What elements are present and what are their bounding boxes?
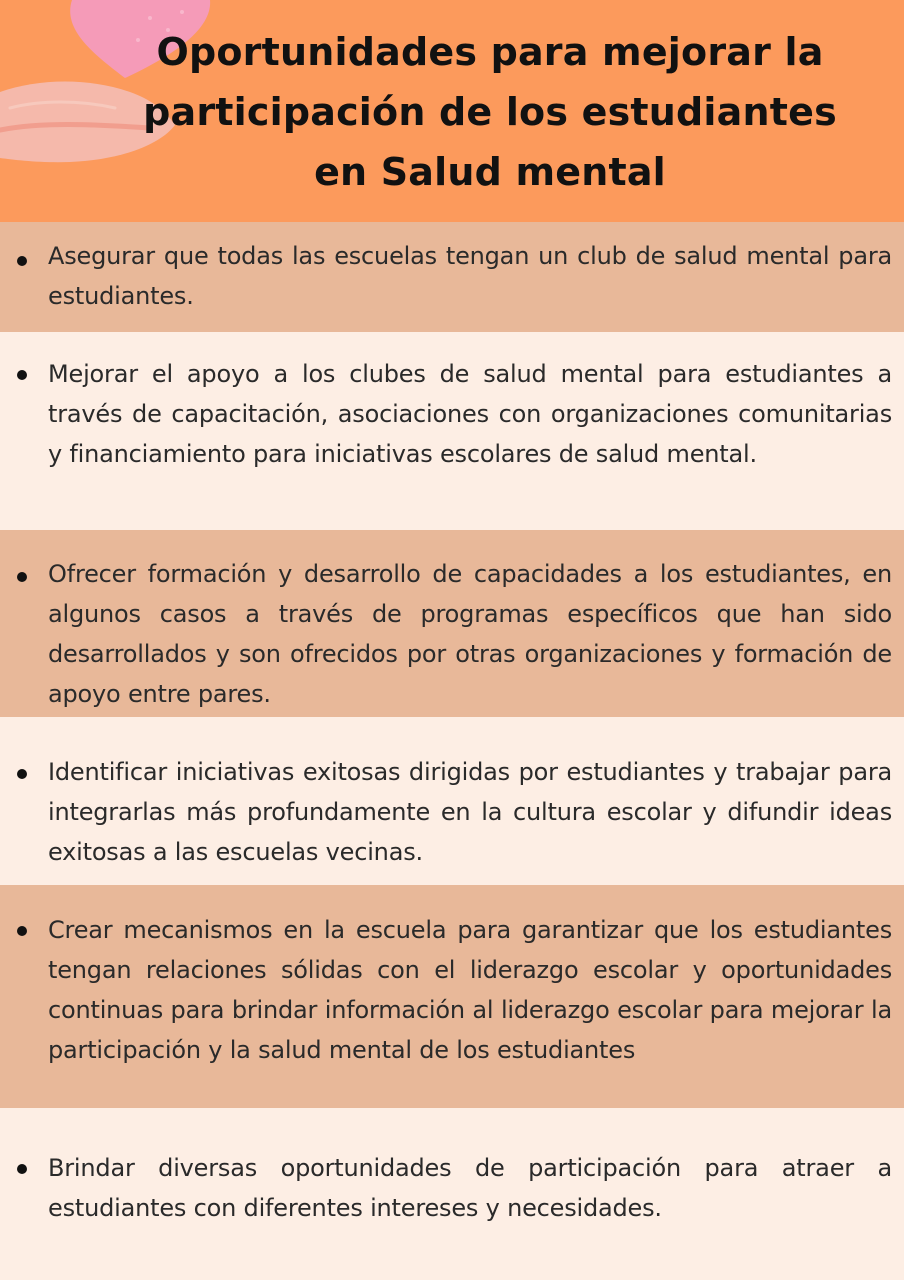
list-item-text: Identificar iniciativas exitosas dirigidas por estudiantes y trabajar para integrarlas más profundamente en la cultura escolar y difundir ideas exitosas a las escuelas vecinas.: [48, 758, 892, 866]
bullet-icon: [17, 926, 27, 936]
list-item-text: Mejorar el apoyo a los clubes de salud mental para estudiantes a través de capacitación, asociaciones con organizaciones comunitarias y financiamiento para iniciativas escolares de salud mental.: [48, 360, 892, 468]
header-banner: [0, 0, 904, 222]
bullet-icon: [17, 370, 27, 380]
bullet-icon: [17, 256, 27, 266]
list-item-text: Brindar diversas oportunidades de participación para atraer a estudiantes con diferentes intereses y necesidades.: [48, 1154, 892, 1222]
list-item-text: Ofrecer formación y desarrollo de capacidades a los estudiantes, en algunos casos a través de programas específicos que han sido desarrollados y son ofrecidos por otras organizaciones y formación de apoyo entre pares.: [48, 560, 892, 708]
list-item: [0, 717, 904, 885]
list-item: [0, 1108, 904, 1280]
list-item-text: Crear mecanismos en la escuela para garantizar que los estudiantes tengan relaciones sólidas con el liderazgo escolar y oportunidades continuas para brindar información al liderazgo escolar para mejorar la participación y la salud mental de los estudiantes: [48, 916, 892, 1064]
list-item-text: Asegurar que todas las escuelas tengan un club de salud mental para estudiantes.: [48, 242, 892, 310]
list-item: [0, 332, 904, 530]
list-item: [0, 530, 904, 717]
bullet-icon: [17, 769, 27, 779]
page-title: Oportunidades para mejorar la participación de los estudiantes en Salud mental: [143, 30, 837, 194]
list-item: [0, 222, 904, 332]
list-item: [0, 885, 904, 1108]
bullet-icon: [17, 1164, 27, 1174]
bullet-icon: [17, 572, 27, 582]
